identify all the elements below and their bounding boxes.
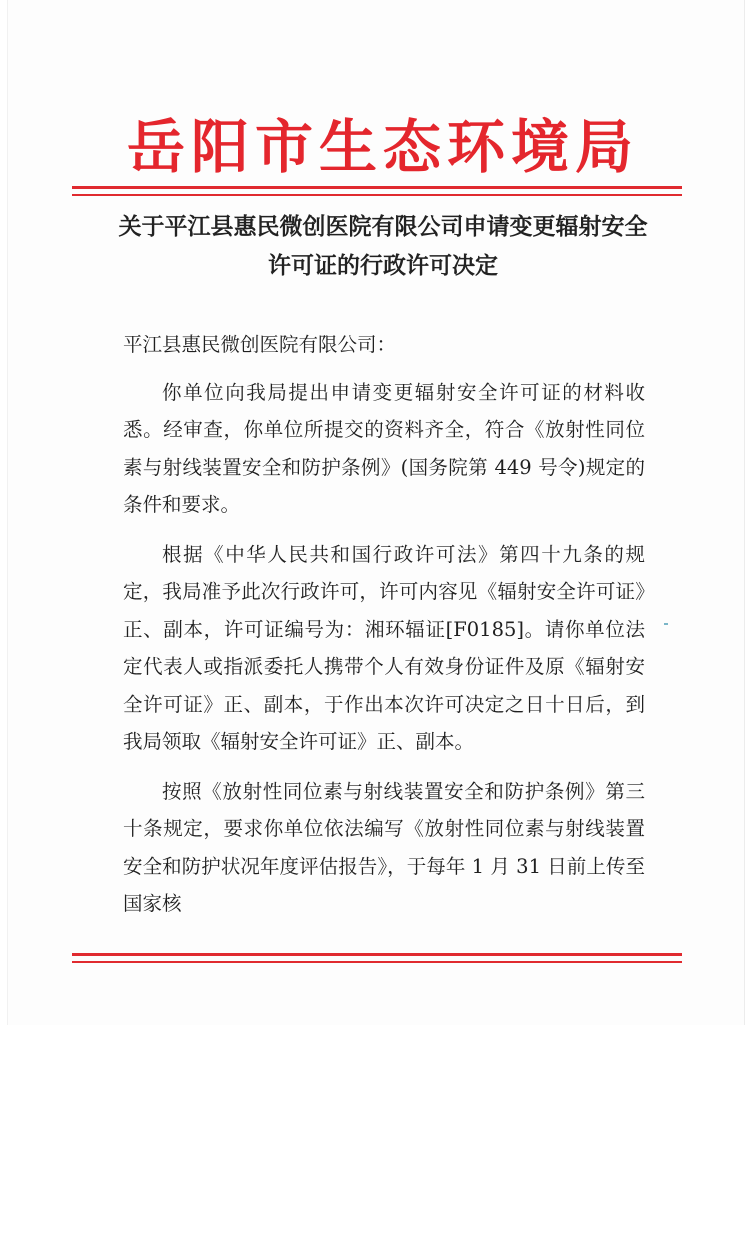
agency-masthead: 岳阳市生态环境局	[126, 113, 639, 181]
document-body	[123, 326, 645, 935]
document-title-line-2: 许可证的行政许可决定	[268, 252, 498, 279]
footer-rule-thick	[72, 953, 682, 956]
document-title-line-1: 关于平江县惠民微创医院有限公司申请变更辐射安全	[118, 213, 648, 240]
document-page	[8, 0, 744, 1025]
salutation: 平江县惠民微创医院有限公司：	[123, 333, 397, 356]
scan-speck	[664, 623, 668, 625]
masthead-rule-thick	[72, 186, 682, 189]
body-paragraph-1: 你单位向我局提出申请变更辐射安全许可证的材料收悉。经审查，你单位所提交的资料齐全，符合《放射性同位素与射线装置安全和防护条例》(国务院第 449 号令)规定的条件和要求。	[123, 380, 645, 516]
body-paragraph-3: 按照《放射性同位素与射线装置安全和防护条例》第三十条规定，要求你单位依法编写《放射性同位素与射线装置安全和防护状况年度评估报告》，于每年 1 月 31 日前上传至国家核	[123, 779, 645, 915]
footer-rule-thin	[72, 961, 682, 963]
body-paragraph-2: 根据《中华人民共和国行政许可法》第四十九条的规定，我局准予此次行政许可，许可内容见《辐射安全许可证》正、副本，许可证编号为：湘环辐证[F0185]。请你单位法定代表人或指派委托人携带个人有效身份证件及原《辐射安全许可证》正、副本，于作出本次许可决定之日十日后，到我局领取《辐射安全许可证》正、副本。	[123, 542, 645, 753]
masthead-rule-thin	[72, 194, 682, 196]
